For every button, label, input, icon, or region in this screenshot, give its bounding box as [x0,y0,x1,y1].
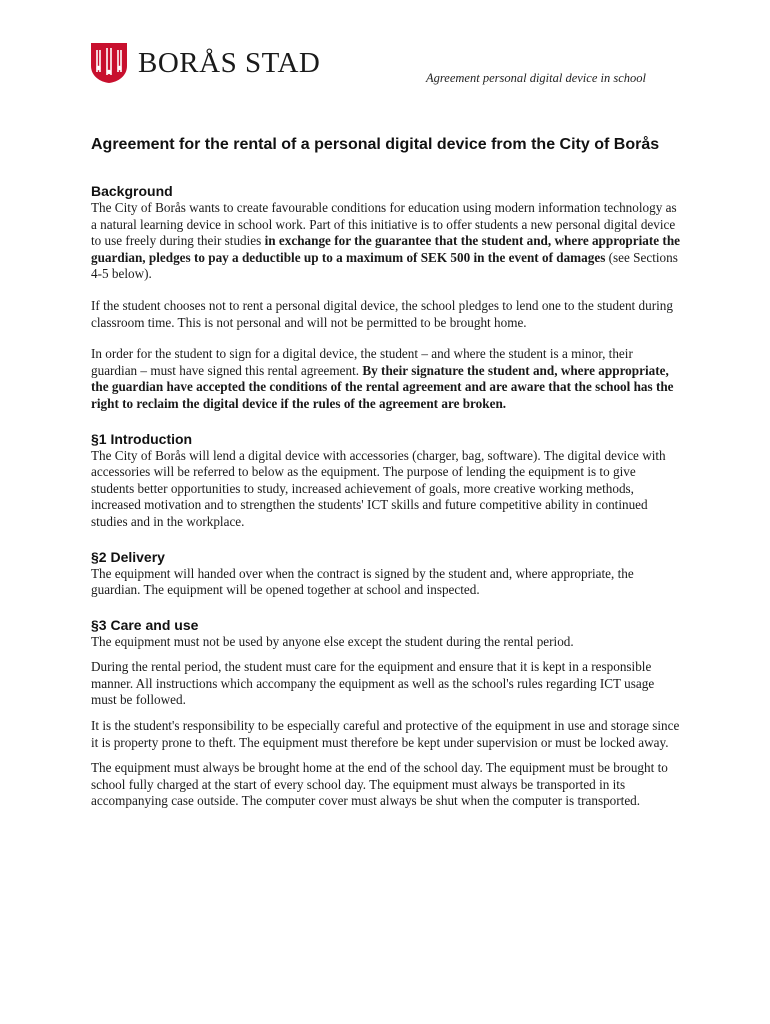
section-introduction [91,431,681,531]
paragraph: It is the student's responsibility to be especially careful and protective of the equipment in use and storage since it is property prone to theft. The equipment must therefore be kept under supervision or must be locked away. [91,718,680,750]
section-heading: §1 Introduction [91,430,193,447]
paragraph: The City of Borås will lend a digital device with accessories (charger, bag, software). The digital device with accessories will be referred to below as the equipment. The purpose of lending the equipment is to give students better opportunities to study, increased achievement of goals, more creative working methods, increased motivation and to strengthen the students' ICT skills and future competitive ability in continued studies and in the workplace. [91,447,666,529]
section-heading: §3 Care and use [91,616,199,633]
text-run: In order for the student to sign for a digital device, the student – and where the student is a minor, their guardian – must have signed this rental agreement. [91,346,633,378]
paragraph [91,200,681,283]
document-title: Agreement for the rental of a personal digital device from the City of Borås [91,136,660,153]
running-header-title: Agreement personal digital device in school [426,71,646,85]
bold-text-run: in exchange for the guarantee that the student and, where appropriate the guardian, pledges to pay a deductible up to a maximum of SEK 500 in the event of damages [91,233,681,265]
paragraph: The equipment will handed over when the contract is signed by the student and, where appropriate, the guardian. The equipment will be opened together at school and inspected. [91,565,634,598]
text-run: The City of Borås wants to create favourable conditions for education using modern information technology as a natural learning device in school work. Part of this initiative is to offer students a new personal digital device to use freely during their studies [91,200,677,249]
document-body [91,134,681,810]
city-crest-icon [90,42,128,84]
paragraph: The equipment must not be used by anyone else except the student during the rental period. [91,633,574,649]
text-run: (see Sections 4-5 below). [91,249,678,282]
logo-text: BORÅS STAD [138,46,321,79]
section-heading: §2 Delivery [91,548,165,565]
paragraph: If the student chooses not to rent a personal digital device, the school pledges to lend one to the student during classroom time. This is not personal and will not be permitted to be brought home. [91,297,673,330]
section-background [91,183,681,413]
boras-stad-logo [90,42,320,84]
section-heading: Background [91,183,173,199]
paragraph [91,346,681,412]
section-care-and-use [91,617,681,810]
paragraph: During the rental period, the student must care for the equipment and ensure that it is kept in a responsible manner. All instructions which accompany the equipment as well as the school's rules regarding ICT usage must be followed. [91,659,655,708]
paragraph: The equipment must always be brought home at the end of the school day. The equipment must be brought to school fully charged at the start of every school day. The equipment must always be transported in its accompanying case outside. The computer cover must always be shut when the computer is transported. [91,760,668,809]
bold-text-run: By their signature the student and, where appropriate, the guardian have accepted the conditions of the rental agreement and are aware that the school has the right to reclaim the digital device if the rules of the agreement are broken. [91,362,674,411]
section-delivery [91,549,681,599]
